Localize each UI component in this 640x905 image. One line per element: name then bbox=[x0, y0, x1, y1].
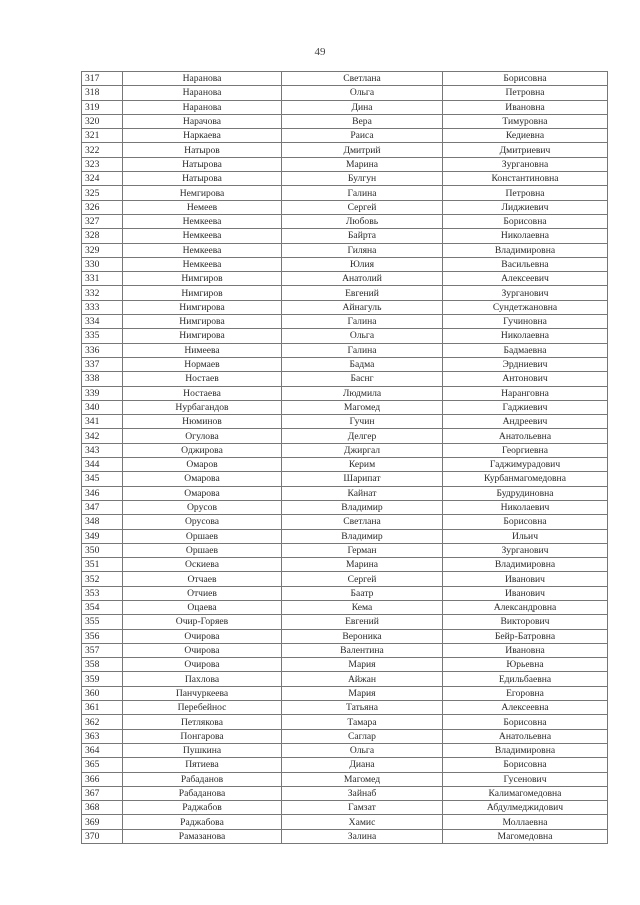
given-name-cell: Гиляна bbox=[282, 243, 443, 257]
row-number: 319 bbox=[82, 100, 123, 114]
patronymic-cell: Васильевна bbox=[443, 257, 608, 271]
table-row bbox=[82, 586, 608, 600]
patronymic-cell: Борисовна bbox=[443, 758, 608, 772]
given-name-cell: Владимир bbox=[282, 500, 443, 514]
surname-cell: Понгарова bbox=[123, 729, 282, 743]
row-number: 318 bbox=[82, 86, 123, 100]
names-table bbox=[81, 71, 608, 844]
table-row bbox=[82, 558, 608, 572]
row-number: 335 bbox=[82, 329, 123, 343]
table-row bbox=[82, 114, 608, 128]
page-number: 49 bbox=[314, 46, 326, 58]
patronymic-cell: Алексеевна bbox=[443, 701, 608, 715]
table-row bbox=[82, 257, 608, 271]
row-number: 339 bbox=[82, 386, 123, 400]
given-name-cell: Хамис bbox=[282, 815, 443, 829]
table-row bbox=[82, 172, 608, 186]
surname-cell: Натырова bbox=[123, 172, 282, 186]
patronymic-cell: Зурганович bbox=[443, 286, 608, 300]
table-row bbox=[82, 300, 608, 314]
surname-cell: Нимгирова bbox=[123, 315, 282, 329]
surname-cell: Огулова bbox=[123, 429, 282, 443]
surname-cell: Ностаева bbox=[123, 386, 282, 400]
table-row bbox=[82, 801, 608, 815]
given-name-cell: Кайнат bbox=[282, 486, 443, 500]
patronymic-cell: Будрудиновна bbox=[443, 486, 608, 500]
row-number: 320 bbox=[82, 114, 123, 128]
row-number: 317 bbox=[82, 72, 123, 86]
patronymic-cell: Анатольевна bbox=[443, 429, 608, 443]
table-row bbox=[82, 129, 608, 143]
surname-cell: Раджабов bbox=[123, 801, 282, 815]
row-number: 338 bbox=[82, 372, 123, 386]
given-name-cell: Людмила bbox=[282, 386, 443, 400]
patronymic-cell: Абдулмеджидович bbox=[443, 801, 608, 815]
table-row bbox=[82, 715, 608, 729]
patronymic-cell: Курбанмагомедовна bbox=[443, 472, 608, 486]
given-name-cell: Керим bbox=[282, 458, 443, 472]
row-number: 321 bbox=[82, 129, 123, 143]
row-number: 356 bbox=[82, 629, 123, 643]
table-row bbox=[82, 400, 608, 414]
patronymic-cell: Моллаевна bbox=[443, 815, 608, 829]
patronymic-cell: Николаевна bbox=[443, 329, 608, 343]
given-name-cell: Айнагуль bbox=[282, 300, 443, 314]
table-row bbox=[82, 229, 608, 243]
names-table-body bbox=[82, 72, 608, 844]
table-row bbox=[82, 143, 608, 157]
patronymic-cell: Гаджиевич bbox=[443, 400, 608, 414]
row-number: 346 bbox=[82, 486, 123, 500]
given-name-cell: Евгений bbox=[282, 615, 443, 629]
given-name-cell: Раиса bbox=[282, 129, 443, 143]
table-row bbox=[82, 529, 608, 543]
given-name-cell: Байрта bbox=[282, 229, 443, 243]
given-name-cell: Булгун bbox=[282, 172, 443, 186]
row-number: 370 bbox=[82, 829, 123, 843]
table-row bbox=[82, 815, 608, 829]
row-number: 357 bbox=[82, 643, 123, 657]
patronymic-cell: Наранговна bbox=[443, 386, 608, 400]
row-number: 363 bbox=[82, 729, 123, 743]
row-number: 361 bbox=[82, 701, 123, 715]
patronymic-cell: Андреевич bbox=[443, 415, 608, 429]
row-number: 350 bbox=[82, 543, 123, 557]
surname-cell: Рабаданова bbox=[123, 786, 282, 800]
row-number: 345 bbox=[82, 472, 123, 486]
row-number: 336 bbox=[82, 343, 123, 357]
given-name-cell: Саглар bbox=[282, 729, 443, 743]
surname-cell: Нимгирова bbox=[123, 300, 282, 314]
table-row bbox=[82, 701, 608, 715]
surname-cell: Наркаева bbox=[123, 129, 282, 143]
row-number: 362 bbox=[82, 715, 123, 729]
surname-cell: Омарова bbox=[123, 486, 282, 500]
surname-cell: Натыров bbox=[123, 143, 282, 157]
surname-cell: Немкеева bbox=[123, 229, 282, 243]
table-row bbox=[82, 157, 608, 171]
table-row bbox=[82, 686, 608, 700]
patronymic-cell: Константиновна bbox=[443, 172, 608, 186]
surname-cell: Нимеева bbox=[123, 343, 282, 357]
row-number: 325 bbox=[82, 186, 123, 200]
surname-cell: Очир-Горяев bbox=[123, 615, 282, 629]
given-name-cell: Любовь bbox=[282, 214, 443, 228]
table-row bbox=[82, 243, 608, 257]
surname-cell: Очирова bbox=[123, 643, 282, 657]
surname-cell: Оршаев bbox=[123, 529, 282, 543]
patronymic-cell: Петровна bbox=[443, 186, 608, 200]
given-name-cell: Мария bbox=[282, 686, 443, 700]
surname-cell: Омаров bbox=[123, 458, 282, 472]
given-name-cell: Гамзат bbox=[282, 801, 443, 815]
patronymic-cell: Викторович bbox=[443, 615, 608, 629]
given-name-cell: Магомед bbox=[282, 400, 443, 414]
given-name-cell: Тамара bbox=[282, 715, 443, 729]
given-name-cell: Сергей bbox=[282, 200, 443, 214]
patronymic-cell: Антонович bbox=[443, 372, 608, 386]
table-row bbox=[82, 486, 608, 500]
patronymic-cell: Петровна bbox=[443, 86, 608, 100]
row-number: 359 bbox=[82, 672, 123, 686]
row-number: 349 bbox=[82, 529, 123, 543]
surname-cell: Пятиева bbox=[123, 758, 282, 772]
given-name-cell: Ольга bbox=[282, 743, 443, 757]
given-name-cell: Герман bbox=[282, 543, 443, 557]
given-name-cell: Ольга bbox=[282, 86, 443, 100]
patronymic-cell: Алексеевич bbox=[443, 272, 608, 286]
surname-cell: Отчаев bbox=[123, 572, 282, 586]
surname-cell: Немгирова bbox=[123, 186, 282, 200]
table-row bbox=[82, 100, 608, 114]
given-name-cell: Ольга bbox=[282, 329, 443, 343]
table-row bbox=[82, 429, 608, 443]
surname-cell: Очирова bbox=[123, 629, 282, 643]
table-row bbox=[82, 615, 608, 629]
row-number: 344 bbox=[82, 458, 123, 472]
given-name-cell: Галина bbox=[282, 315, 443, 329]
given-name-cell: Марина bbox=[282, 558, 443, 572]
surname-cell: Раджабова bbox=[123, 815, 282, 829]
patronymic-cell: Иванович bbox=[443, 586, 608, 600]
surname-cell: Нарачова bbox=[123, 114, 282, 128]
row-number: 368 bbox=[82, 801, 123, 815]
surname-cell: Наранова bbox=[123, 86, 282, 100]
row-number: 365 bbox=[82, 758, 123, 772]
surname-cell: Рамазанова bbox=[123, 829, 282, 843]
patronymic-cell: Юрьевна bbox=[443, 658, 608, 672]
surname-cell: Отчиев bbox=[123, 586, 282, 600]
surname-cell: Натырова bbox=[123, 157, 282, 171]
row-number: 337 bbox=[82, 357, 123, 371]
patronymic-cell: Ивановна bbox=[443, 643, 608, 657]
patronymic-cell: Гаджимурадович bbox=[443, 458, 608, 472]
row-number: 342 bbox=[82, 429, 123, 443]
table-row bbox=[82, 572, 608, 586]
surname-cell: Перебейнос bbox=[123, 701, 282, 715]
patronymic-cell: Дмитриевич bbox=[443, 143, 608, 157]
surname-cell: Нюминов bbox=[123, 415, 282, 429]
surname-cell: Оршаев bbox=[123, 543, 282, 557]
patronymic-cell: Владимировна bbox=[443, 558, 608, 572]
given-name-cell: Анатолий bbox=[282, 272, 443, 286]
given-name-cell: Вера bbox=[282, 114, 443, 128]
table-row bbox=[82, 500, 608, 514]
table-row bbox=[82, 315, 608, 329]
row-number: 347 bbox=[82, 500, 123, 514]
table-row bbox=[82, 658, 608, 672]
patronymic-cell: Гучиновна bbox=[443, 315, 608, 329]
surname-cell: Нормаев bbox=[123, 357, 282, 371]
table-row bbox=[82, 829, 608, 843]
patronymic-cell: Едильбаевна bbox=[443, 672, 608, 686]
row-number: 331 bbox=[82, 272, 123, 286]
table-row bbox=[82, 758, 608, 772]
table-row bbox=[82, 372, 608, 386]
table-row bbox=[82, 629, 608, 643]
table-row bbox=[82, 600, 608, 614]
patronymic-cell: Владимировна bbox=[443, 243, 608, 257]
table-row bbox=[82, 443, 608, 457]
given-name-cell: Баснг bbox=[282, 372, 443, 386]
patronymic-cell: Николаевна bbox=[443, 229, 608, 243]
table-row bbox=[82, 729, 608, 743]
patronymic-cell: Георгиевна bbox=[443, 443, 608, 457]
patronymic-cell: Кедиевна bbox=[443, 129, 608, 143]
given-name-cell: Галина bbox=[282, 186, 443, 200]
patronymic-cell: Магомедовна bbox=[443, 829, 608, 843]
row-number: 329 bbox=[82, 243, 123, 257]
surname-cell: Наранова bbox=[123, 100, 282, 114]
given-name-cell: Светлана bbox=[282, 72, 443, 86]
surname-cell: Немкеева bbox=[123, 257, 282, 271]
patronymic-cell: Гусенович bbox=[443, 772, 608, 786]
surname-cell: Наранова bbox=[123, 72, 282, 86]
patronymic-cell: Лиджиевич bbox=[443, 200, 608, 214]
table-row bbox=[82, 543, 608, 557]
patronymic-cell: Бадмаевна bbox=[443, 343, 608, 357]
row-number: 327 bbox=[82, 214, 123, 228]
row-number: 334 bbox=[82, 315, 123, 329]
patronymic-cell: Борисовна bbox=[443, 72, 608, 86]
row-number: 353 bbox=[82, 586, 123, 600]
patronymic-cell: Владимировна bbox=[443, 743, 608, 757]
table-row bbox=[82, 343, 608, 357]
patronymic-cell: Эрдниевич bbox=[443, 357, 608, 371]
row-number: 332 bbox=[82, 286, 123, 300]
surname-cell: Панчуркеева bbox=[123, 686, 282, 700]
row-number: 366 bbox=[82, 772, 123, 786]
surname-cell: Пахлова bbox=[123, 672, 282, 686]
patronymic-cell: Сундетжановна bbox=[443, 300, 608, 314]
surname-cell: Оджирова bbox=[123, 443, 282, 457]
surname-cell: Петлякова bbox=[123, 715, 282, 729]
surname-cell: Омарова bbox=[123, 472, 282, 486]
given-name-cell: Зайнаб bbox=[282, 786, 443, 800]
given-name-cell: Залина bbox=[282, 829, 443, 843]
table-row bbox=[82, 200, 608, 214]
given-name-cell: Шарипат bbox=[282, 472, 443, 486]
row-number: 351 bbox=[82, 558, 123, 572]
row-number: 367 bbox=[82, 786, 123, 800]
table-row bbox=[82, 286, 608, 300]
patronymic-cell: Бейр-Батровна bbox=[443, 629, 608, 643]
surname-cell: Рабаданов bbox=[123, 772, 282, 786]
given-name-cell: Гучин bbox=[282, 415, 443, 429]
patronymic-cell: Егоровна bbox=[443, 686, 608, 700]
table-row bbox=[82, 72, 608, 86]
given-name-cell: Владимир bbox=[282, 529, 443, 543]
row-number: 340 bbox=[82, 400, 123, 414]
table-row bbox=[82, 743, 608, 757]
surname-cell: Ностаев bbox=[123, 372, 282, 386]
given-name-cell: Дина bbox=[282, 100, 443, 114]
patronymic-cell: Иванович bbox=[443, 572, 608, 586]
surname-cell: Немкеева bbox=[123, 243, 282, 257]
row-number: 326 bbox=[82, 200, 123, 214]
table-row bbox=[82, 86, 608, 100]
patronymic-cell: Борисовна bbox=[443, 515, 608, 529]
given-name-cell: Джиргал bbox=[282, 443, 443, 457]
surname-cell: Нурбагандов bbox=[123, 400, 282, 414]
given-name-cell: Дмитрий bbox=[282, 143, 443, 157]
patronymic-cell: Николаевич bbox=[443, 500, 608, 514]
table-row bbox=[82, 672, 608, 686]
given-name-cell: Сергей bbox=[282, 572, 443, 586]
row-number: 360 bbox=[82, 686, 123, 700]
row-number: 354 bbox=[82, 600, 123, 614]
table-row bbox=[82, 472, 608, 486]
given-name-cell: Марина bbox=[282, 157, 443, 171]
given-name-cell: Татьяна bbox=[282, 701, 443, 715]
surname-cell: Орусов bbox=[123, 500, 282, 514]
table-row bbox=[82, 386, 608, 400]
row-number: 343 bbox=[82, 443, 123, 457]
given-name-cell: Вероника bbox=[282, 629, 443, 643]
row-number: 369 bbox=[82, 815, 123, 829]
surname-cell: Немеев bbox=[123, 200, 282, 214]
given-name-cell: Галина bbox=[282, 343, 443, 357]
patronymic-cell: Борисовна bbox=[443, 214, 608, 228]
table-row bbox=[82, 643, 608, 657]
patronymic-cell: Ивановна bbox=[443, 100, 608, 114]
surname-cell: Оцаева bbox=[123, 600, 282, 614]
surname-cell: Оскиева bbox=[123, 558, 282, 572]
patronymic-cell: Зурганович bbox=[443, 543, 608, 557]
surname-cell: Очирова bbox=[123, 658, 282, 672]
table-row bbox=[82, 772, 608, 786]
surname-cell: Пушкина bbox=[123, 743, 282, 757]
row-number: 323 bbox=[82, 157, 123, 171]
row-number: 355 bbox=[82, 615, 123, 629]
surname-cell: Орусова bbox=[123, 515, 282, 529]
given-name-cell: Мария bbox=[282, 658, 443, 672]
given-name-cell: Светлана bbox=[282, 515, 443, 529]
given-name-cell: Бадма bbox=[282, 357, 443, 371]
patronymic-cell: Ильич bbox=[443, 529, 608, 543]
row-number: 322 bbox=[82, 143, 123, 157]
table-row bbox=[82, 786, 608, 800]
row-number: 328 bbox=[82, 229, 123, 243]
row-number: 348 bbox=[82, 515, 123, 529]
patronymic-cell: Тимуровна bbox=[443, 114, 608, 128]
table-row bbox=[82, 458, 608, 472]
surname-cell: Нимгирова bbox=[123, 329, 282, 343]
surname-cell: Нимгиров bbox=[123, 272, 282, 286]
surname-cell: Немкеева bbox=[123, 214, 282, 228]
table-row bbox=[82, 357, 608, 371]
table-row bbox=[82, 515, 608, 529]
table-row bbox=[82, 186, 608, 200]
given-name-cell: Юлия bbox=[282, 257, 443, 271]
row-number: 358 bbox=[82, 658, 123, 672]
given-name-cell: Магомед bbox=[282, 772, 443, 786]
given-name-cell: Диана bbox=[282, 758, 443, 772]
table-row bbox=[82, 272, 608, 286]
given-name-cell: Кема bbox=[282, 600, 443, 614]
given-name-cell: Валентина bbox=[282, 643, 443, 657]
row-number: 341 bbox=[82, 415, 123, 429]
table-row bbox=[82, 415, 608, 429]
names-table-wrapper bbox=[81, 71, 603, 844]
row-number: 324 bbox=[82, 172, 123, 186]
given-name-cell: Делгер bbox=[282, 429, 443, 443]
patronymic-cell: Александровна bbox=[443, 600, 608, 614]
table-row bbox=[82, 329, 608, 343]
patronymic-cell: Анатольевна bbox=[443, 729, 608, 743]
row-number: 364 bbox=[82, 743, 123, 757]
patronymic-cell: Зургановна bbox=[443, 157, 608, 171]
row-number: 333 bbox=[82, 300, 123, 314]
given-name-cell: Баатр bbox=[282, 586, 443, 600]
patronymic-cell: Борисовна bbox=[443, 715, 608, 729]
surname-cell: Нимгиров bbox=[123, 286, 282, 300]
table-row bbox=[82, 214, 608, 228]
given-name-cell: Айжан bbox=[282, 672, 443, 686]
row-number: 352 bbox=[82, 572, 123, 586]
row-number: 330 bbox=[82, 257, 123, 271]
patronymic-cell: Калимагомедовна bbox=[443, 786, 608, 800]
given-name-cell: Евгений bbox=[282, 286, 443, 300]
